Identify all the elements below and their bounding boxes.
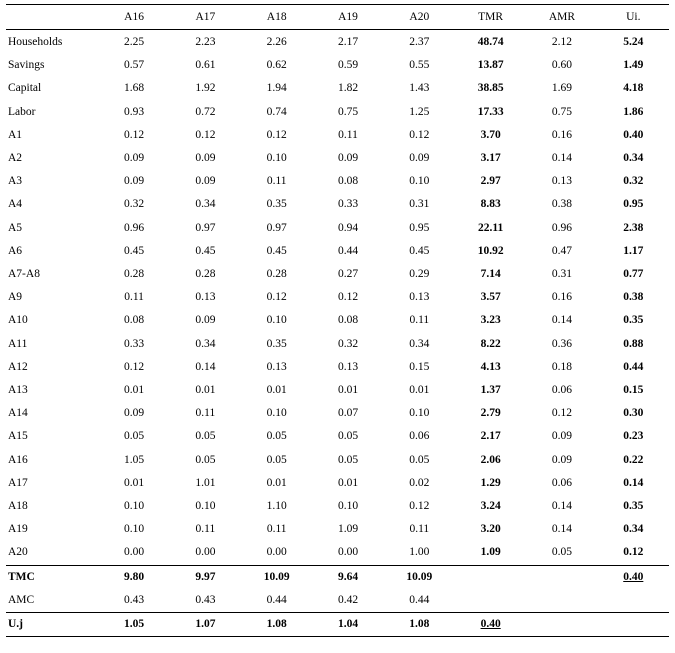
table-cell: 0.14: [551, 152, 572, 165]
summary-cell: 1.08: [241, 613, 312, 637]
row-label: Savings: [8, 59, 45, 72]
table-cell: 0.45: [266, 244, 287, 257]
table-cell: 7.14: [480, 268, 501, 281]
table-cell: 1.10: [266, 500, 287, 513]
table-cell: 0.05: [551, 546, 572, 559]
table-cell: 0.09: [124, 407, 145, 420]
table-cell: 0.55: [409, 59, 430, 72]
table-cell: 0.01: [266, 476, 287, 489]
table-cell: 0.13: [409, 291, 430, 304]
summary-cell: 9.64: [312, 565, 383, 589]
table-row: [6, 147, 669, 170]
table-cell: 0.10: [195, 500, 216, 513]
table-cell: 0.16: [551, 291, 572, 304]
table-cell: 0.10: [124, 523, 145, 536]
table-cell: 0.12: [409, 128, 430, 141]
column-header: A20: [384, 5, 455, 30]
table-cell: 0.11: [266, 523, 287, 536]
table-cell: 0.28: [124, 268, 145, 281]
table-row: [6, 124, 669, 147]
table-cell: 0.32: [124, 198, 145, 211]
table-row: [6, 101, 669, 124]
table-cell: 0.05: [409, 453, 430, 466]
summary-cell: [526, 589, 597, 613]
column-header-blank: [6, 5, 98, 30]
table-cell: 0.33: [337, 198, 359, 211]
summary-cell: 0.42: [337, 593, 359, 606]
table-cell: 0.40: [623, 128, 644, 141]
summary-cell: 1.08: [384, 613, 455, 637]
row-label: A7-A8: [8, 268, 40, 281]
table-cell: 1.37: [480, 384, 501, 397]
summary-row-label: TMC: [6, 565, 98, 589]
table-row: [6, 77, 669, 100]
table-cell: 38.85: [477, 82, 504, 95]
table-cell: 0.09: [551, 453, 572, 466]
table-header: [6, 5, 669, 30]
table-cell: 0.96: [124, 221, 145, 234]
table-cell: 0.09: [195, 152, 216, 165]
table-cell: 0.09: [409, 152, 430, 165]
table-cell: 1.25: [409, 105, 430, 118]
summary-row: [6, 613, 669, 637]
table-cell: 0.36: [551, 337, 572, 350]
table-row: [6, 449, 669, 472]
table-cell: 2.17: [337, 36, 359, 48]
table-cell: 0.28: [266, 268, 287, 281]
table-cell: 0.09: [195, 175, 216, 188]
table-row: [6, 263, 669, 286]
table-row: [6, 286, 669, 309]
row-label: A16: [8, 453, 28, 466]
table-cell: 3.57: [480, 291, 501, 304]
table-cell: 1.17: [623, 244, 644, 257]
table-cell: 0.22: [623, 453, 644, 466]
summary-cell: 0.43: [195, 593, 216, 606]
table-cell: 0.01: [337, 384, 359, 397]
table-cell: 0.96: [551, 221, 572, 234]
table-cell: 0.88: [623, 337, 644, 350]
table-cell: 0.34: [409, 337, 430, 350]
table-cell: 2.17: [480, 430, 501, 443]
summary-cell: [526, 613, 597, 637]
table-cell: 0.01: [124, 384, 145, 397]
table-cell: 0.14: [623, 476, 644, 489]
column-header: TMR: [455, 5, 526, 30]
table-cell: 0.74: [266, 105, 287, 118]
table-cell: 0.97: [266, 221, 287, 234]
table-cell: 13.87: [477, 59, 504, 72]
table-cell: 2.26: [266, 36, 287, 48]
table-row: [6, 541, 669, 565]
table-cell: 0.14: [551, 500, 572, 513]
row-label: Households: [8, 36, 63, 48]
table-row: [6, 193, 669, 216]
table-cell: 2.97: [480, 175, 501, 188]
summary-cell: 1.04: [312, 613, 383, 637]
header-row: [6, 5, 669, 30]
table-cell: 0.11: [266, 175, 287, 188]
table-cell: 22.11: [478, 221, 504, 234]
table-cell: 3.17: [480, 152, 501, 165]
table-cell: 0.35: [266, 337, 287, 350]
table-row: [6, 402, 669, 425]
table-cell: 0.11: [124, 291, 144, 304]
table-cell: 0.75: [551, 105, 572, 118]
column-header: A17: [170, 5, 241, 30]
table-cell: 0.62: [266, 59, 287, 72]
table-cell: 0.34: [195, 198, 216, 211]
table-cell: 0.05: [124, 430, 145, 443]
row-label: A14: [8, 407, 28, 420]
table-cell: 1.09: [337, 523, 359, 536]
row-label: A13: [8, 384, 28, 397]
table-cell: 0.07: [337, 407, 359, 420]
table-cell: 1.29: [480, 476, 501, 489]
table-cell: 10.92: [477, 244, 504, 257]
table-cell: 5.24: [623, 36, 644, 48]
table-cell: 1.00: [409, 546, 430, 559]
row-label: A3: [8, 175, 23, 188]
table-cell: 2.25: [124, 36, 145, 48]
summary-cell: 10.09: [384, 565, 455, 589]
table-cell: 1.94: [266, 82, 287, 95]
table-cell: 1.05: [124, 453, 145, 466]
table-cell: 0.32: [623, 175, 644, 188]
table-cell: 0.75: [337, 105, 359, 118]
table-cell: 0.09: [551, 430, 572, 443]
table-cell: 0.38: [551, 198, 572, 211]
table-cell: 0.60: [551, 59, 572, 72]
table-cell: 0.05: [266, 430, 287, 443]
table-cell: 0.10: [409, 407, 430, 420]
table-cell: 0.09: [124, 152, 145, 165]
table-cell: 0.35: [623, 314, 644, 327]
table-cell: 0.34: [195, 337, 216, 350]
table-cell: 3.24: [480, 500, 501, 513]
table-cell: 0.05: [337, 453, 359, 466]
table-cell: 0.09: [124, 175, 145, 188]
row-label: A15: [8, 430, 28, 443]
summary-cell: 1.05: [98, 613, 169, 637]
table-row: [6, 518, 669, 541]
table-cell: 8.22: [480, 337, 501, 350]
table-cell: 0.06: [551, 476, 572, 489]
table-cell: 4.13: [480, 360, 501, 373]
table-cell: 0.95: [623, 198, 644, 211]
table-cell: 0.95: [409, 221, 430, 234]
table-cell: 0.32: [337, 337, 359, 350]
row-label: Labor: [8, 105, 36, 118]
row-label: A17: [8, 476, 28, 489]
table-cell: 0.57: [124, 59, 145, 72]
table-cell: 0.06: [551, 384, 572, 397]
table-cell: 0.45: [124, 244, 145, 257]
table-cell: 2.37: [409, 36, 430, 48]
table-cell: 0.12: [195, 128, 216, 141]
summary-cell: 0.44: [409, 593, 430, 606]
summary-row: [6, 589, 669, 613]
table-cell: 0.47: [551, 244, 572, 257]
table-cell: 0.13: [337, 360, 359, 373]
table-cell: 0.33: [124, 337, 145, 350]
table-cell: 0.05: [266, 453, 287, 466]
table-cell: 0.29: [409, 268, 430, 281]
row-label: A6: [8, 244, 23, 257]
row-label: Capital: [8, 82, 42, 95]
table-cell: 0.10: [266, 314, 287, 327]
table-cell: 0.15: [623, 384, 644, 397]
table-cell: 0.05: [337, 430, 359, 443]
table-cell: 0.10: [266, 407, 287, 420]
table-cell: 0.08: [337, 175, 359, 188]
column-header: Ui.: [598, 5, 669, 30]
table-cell: 0.13: [195, 291, 216, 304]
table-cell: 0.38: [623, 291, 644, 304]
table-cell: 48.74: [477, 36, 504, 48]
table-cell: 0.01: [195, 384, 216, 397]
table-cell: 0.08: [337, 314, 359, 327]
table-row: [6, 30, 669, 55]
table-row: [6, 240, 669, 263]
summary-cell: 0.43: [124, 593, 145, 606]
table-cell: 0.01: [409, 384, 430, 397]
table-cell: 1.09: [480, 546, 501, 559]
table-cell: 3.70: [480, 128, 501, 141]
table-cell: 0.14: [551, 523, 572, 536]
summary-cell: [526, 565, 597, 589]
summary-cell: [455, 589, 526, 613]
table-row: [6, 54, 669, 77]
row-label: A1: [8, 128, 23, 141]
summary-cell: 1.07: [170, 613, 241, 637]
table-cell: 0.13: [551, 175, 572, 188]
table-cell: 0.01: [337, 476, 359, 489]
row-label: A5: [8, 221, 23, 234]
summary-cell: [598, 565, 669, 589]
table-cell: 0.12: [623, 546, 644, 559]
summary-cell: [455, 565, 526, 589]
row-label: A18: [8, 500, 28, 513]
row-label: A11: [8, 337, 28, 350]
table-cell: 3.20: [480, 523, 501, 536]
table-cell: 0.02: [409, 476, 430, 489]
table-cell: 1.82: [337, 82, 359, 95]
table-cell: 0.27: [337, 268, 359, 281]
summary-cell: [598, 613, 669, 637]
table-cell: 0.00: [337, 546, 359, 559]
summary-cell: 0.44: [266, 593, 287, 606]
table-row: [6, 425, 669, 448]
table-cell: 0.14: [195, 360, 216, 373]
table-row: [6, 309, 669, 332]
table-row: [6, 472, 669, 495]
summary-cell: 9.80: [98, 565, 169, 589]
table-cell: 1.68: [124, 82, 145, 95]
table-cell: 0.77: [623, 268, 644, 281]
table-row: [6, 217, 669, 240]
summary-row-label: U.j: [6, 613, 98, 637]
table-cell: 1.92: [195, 82, 216, 95]
table-cell: 0.01: [266, 384, 287, 397]
table-cell: 0.00: [124, 546, 145, 559]
summary-row: [6, 565, 669, 589]
table-cell: 0.11: [338, 128, 358, 141]
table-cell: 0.45: [409, 244, 430, 257]
table-cell: 2.23: [195, 36, 216, 48]
underlined-value: 0.40: [480, 618, 501, 631]
summary-row-label: AMC: [8, 593, 35, 606]
table-cell: 0.13: [266, 360, 287, 373]
table-cell: 0.05: [195, 430, 216, 443]
table-cell: 8.83: [480, 198, 501, 211]
table-cell: 0.34: [623, 152, 644, 165]
table-cell: 4.18: [623, 82, 644, 95]
table-cell: 1.69: [551, 82, 572, 95]
table-cell: 0.11: [195, 523, 216, 536]
row-label: A9: [8, 291, 23, 304]
row-label: A10: [8, 314, 28, 327]
table-cell: 0.34: [623, 523, 644, 536]
row-label: A2: [8, 152, 23, 165]
table-cell: 0.15: [409, 360, 430, 373]
table-cell: 0.16: [551, 128, 572, 141]
table-body: [6, 30, 669, 637]
row-label: A12: [8, 360, 28, 373]
table-cell: 0.31: [551, 268, 572, 281]
table-cell: 0.10: [337, 500, 359, 513]
table-cell: 0.06: [409, 430, 430, 443]
table-cell: 0.01: [124, 476, 145, 489]
table-cell: 0.00: [195, 546, 216, 559]
table-cell: 0.59: [337, 59, 359, 72]
summary-cell: [598, 589, 669, 613]
table-cell: 0.94: [337, 221, 359, 234]
table-cell: 0.05: [195, 453, 216, 466]
table-cell: 0.44: [623, 360, 644, 373]
table-cell: 2.79: [480, 407, 501, 420]
table-cell: 2.06: [480, 453, 501, 466]
table-row: [6, 356, 669, 379]
table-cell: 0.12: [409, 500, 430, 513]
table-cell: 0.09: [337, 152, 359, 165]
column-header: A19: [312, 5, 383, 30]
table-cell: 0.10: [124, 500, 145, 513]
underlined-value: 0.40: [623, 570, 644, 583]
table-cell: 0.30: [623, 407, 644, 420]
table-cell: 0.97: [195, 221, 216, 234]
table-cell: 0.61: [195, 59, 216, 72]
table-cell: 0.12: [124, 360, 145, 373]
row-label: A20: [8, 546, 28, 559]
table-cell: 0.93: [124, 105, 145, 118]
table-cell: 0.10: [409, 175, 430, 188]
table-cell: 0.11: [195, 407, 216, 420]
row-label: A4: [8, 198, 23, 211]
table-cell: 2.38: [623, 221, 644, 234]
data-table: [6, 4, 669, 637]
table-cell: 0.44: [337, 244, 359, 257]
table-cell: 2.12: [551, 36, 572, 48]
table-cell: 0.12: [266, 128, 287, 141]
table-cell: 1.86: [623, 105, 644, 118]
table-cell: 17.33: [477, 105, 504, 118]
table-cell: 0.11: [409, 314, 430, 327]
column-header: A16: [98, 5, 169, 30]
table-cell: 0.35: [623, 500, 644, 513]
summary-cell: 9.97: [170, 565, 241, 589]
table-cell: 0.31: [409, 198, 430, 211]
table-cell: 1.49: [623, 59, 644, 72]
row-label: A19: [8, 523, 28, 536]
column-header: A18: [241, 5, 312, 30]
table-cell: 0.00: [266, 546, 287, 559]
table-cell: 0.23: [623, 430, 644, 443]
table-cell: 1.43: [409, 82, 430, 95]
summary-cell: [455, 613, 526, 637]
table-cell: 0.12: [124, 128, 145, 141]
table-row: [6, 379, 669, 402]
table-row: [6, 170, 669, 193]
table-cell: 0.08: [124, 314, 145, 327]
table-cell: 1.01: [195, 476, 216, 489]
table-cell: 0.35: [266, 198, 287, 211]
table-cell: 0.45: [195, 244, 216, 257]
summary-cell: 10.09: [241, 565, 312, 589]
column-header: AMR: [526, 5, 597, 30]
table-cell: 0.10: [266, 152, 287, 165]
table-cell: 0.72: [195, 105, 216, 118]
table-cell: 0.11: [409, 523, 430, 536]
table-cell: 3.23: [480, 314, 501, 327]
table-cell: 0.12: [551, 407, 572, 420]
table-cell: 0.12: [337, 291, 359, 304]
table-cell: 0.14: [551, 314, 572, 327]
table-row: [6, 333, 669, 356]
table-cell: 0.12: [266, 291, 287, 304]
table-cell: 0.28: [195, 268, 216, 281]
table-cell: 0.09: [195, 314, 216, 327]
table-cell: 0.18: [551, 360, 572, 373]
table-row: [6, 495, 669, 518]
